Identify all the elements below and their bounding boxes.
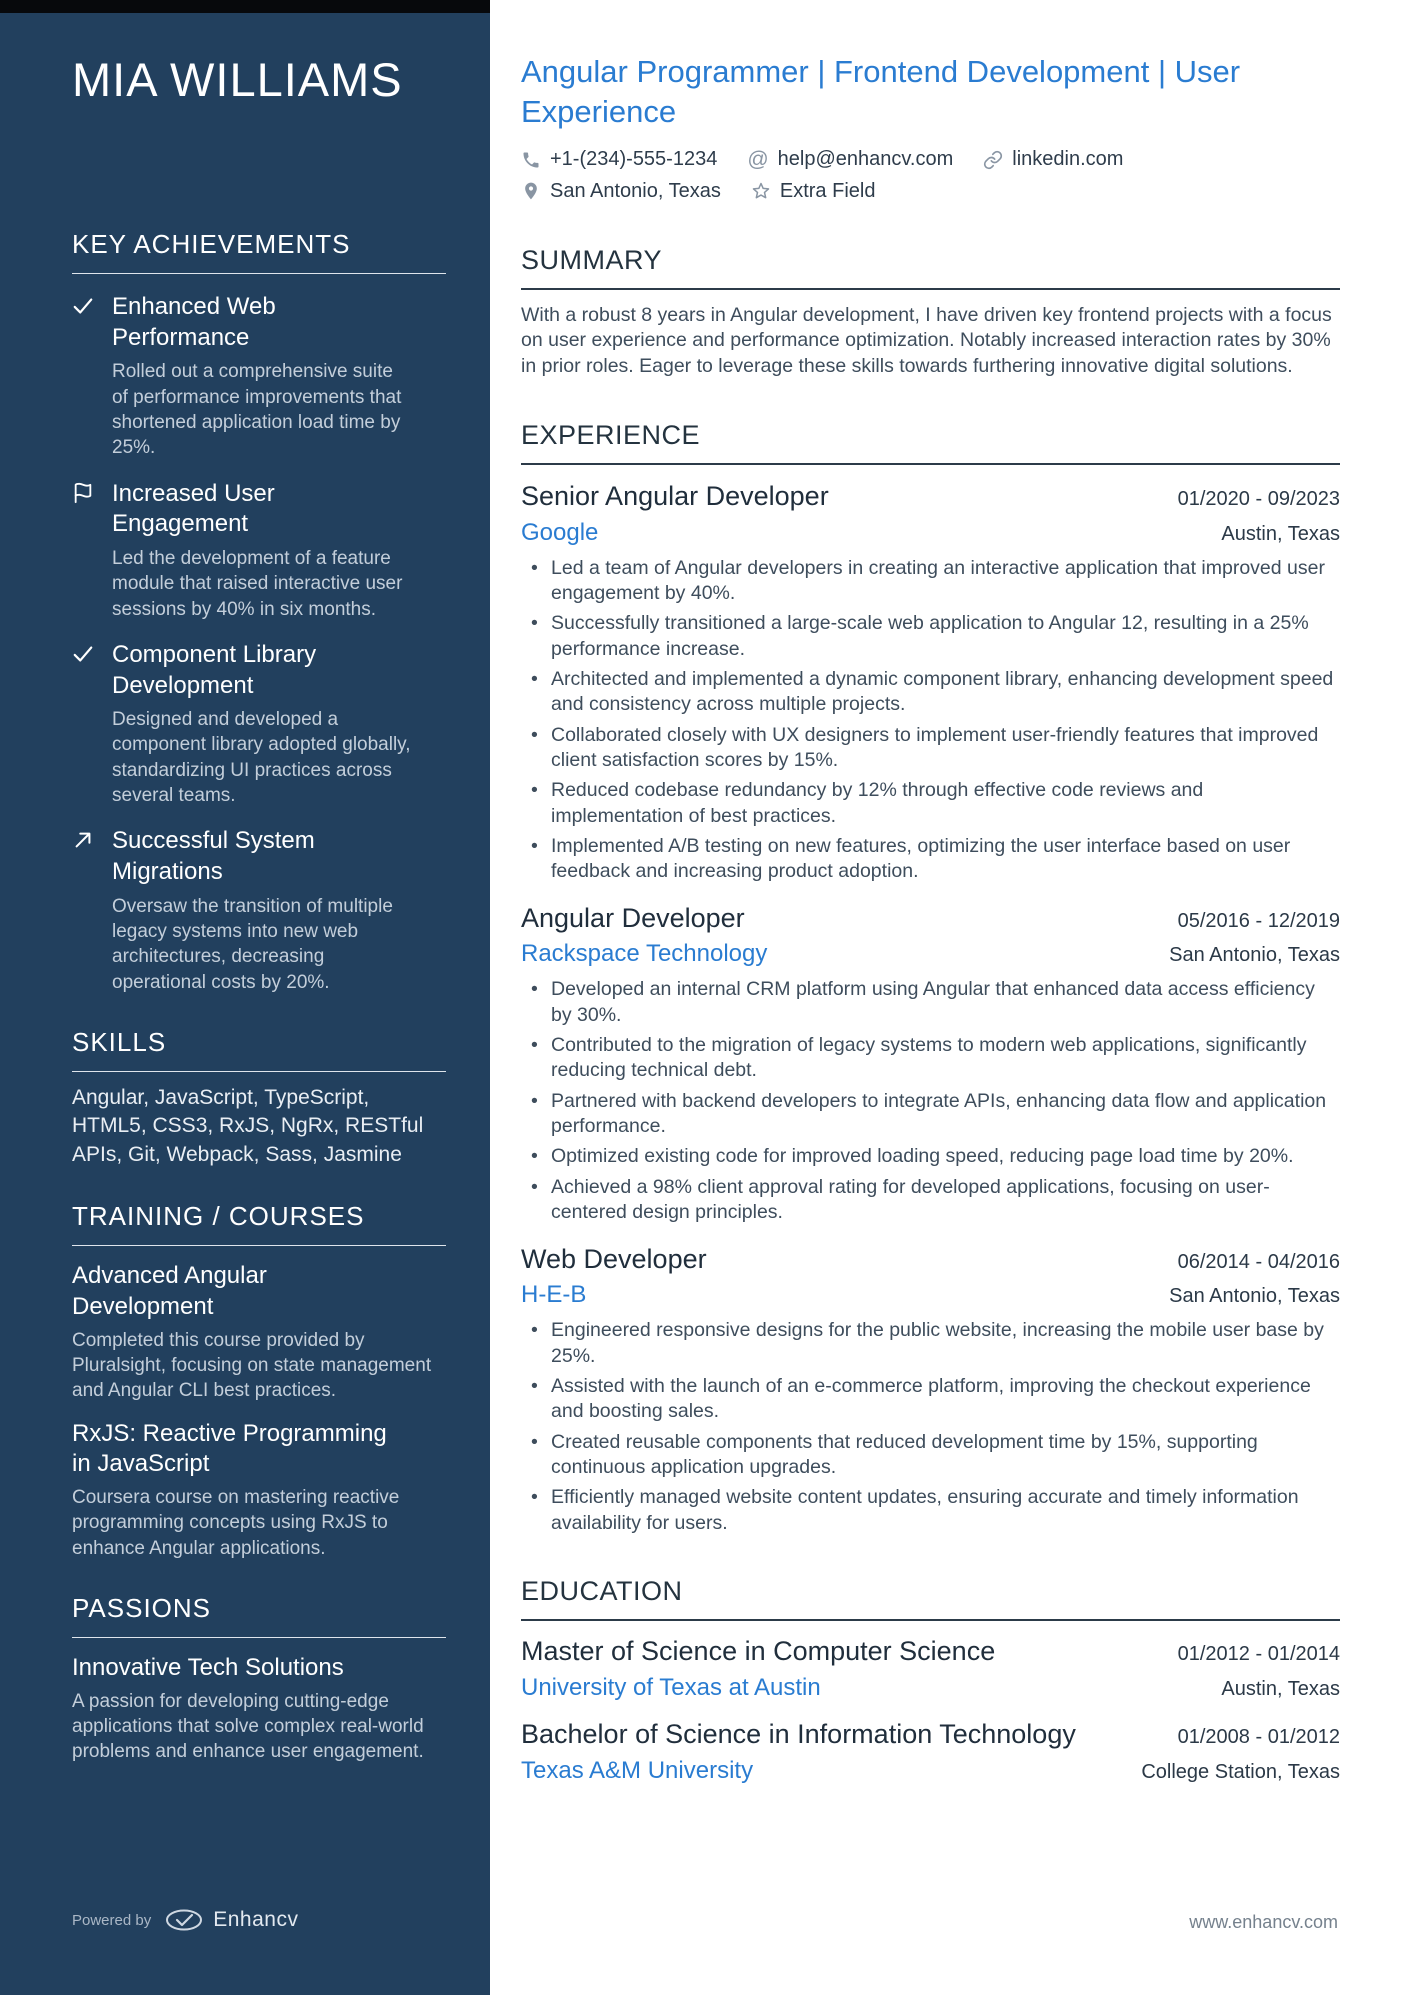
bullet-item: • Assisted with the launch of an e-commerce platform, improving the checkout experience and boosting sales. — [521, 1374, 1340, 1425]
achievement-item — [72, 640, 446, 809]
course-text: Coursera course on mastering reactive programming concepts using RxJS to enhance Angular applications. — [72, 1487, 400, 1559]
phone-icon — [521, 150, 541, 170]
candidate-name: MIA WILLIAMS — [72, 53, 403, 106]
job-dates: 01/2020 - 09/2023 — [1177, 487, 1340, 510]
phone-contact — [521, 148, 717, 171]
job-dates: 05/2016 - 12/2019 — [1177, 909, 1340, 932]
sidebar-top-strip — [0, 0, 490, 13]
passions-heading: PASSIONS — [72, 1593, 446, 1638]
passions-section — [72, 1593, 446, 1765]
powered-by — [72, 1908, 298, 1932]
achievement-item — [72, 826, 446, 995]
contact-row — [521, 148, 1340, 172]
course-text: Completed this course provided by Pluralsight, focusing on state management and Angular CLI best practices. — [72, 1329, 432, 1402]
achievement-text: Rolled out a comprehensive suite of performance improvements that shortened application load time by 25%. — [112, 361, 402, 459]
passion-title: Innovative Tech Solutions — [72, 1653, 344, 1681]
sidebar — [0, 0, 490, 1995]
job-location: San Antonio, Texas — [1169, 944, 1340, 967]
bullet-item: • Contributed to the migration of legacy systems to modern web applications, significantly reducing technical debt. — [521, 1033, 1340, 1084]
bullet-item: • Architected and implemented a dynamic component library, enhancing development speed and consistency across multiple projects. — [521, 667, 1340, 718]
job-dates: 06/2014 - 04/2016 — [1177, 1250, 1340, 1273]
at-icon: @ — [747, 147, 769, 171]
resume-headline: Angular Programmer | Frontend Development | User Experience — [521, 54, 1241, 130]
arrow-up-right-icon — [72, 826, 98, 995]
check-icon — [72, 292, 98, 461]
link-text: linkedin.com — [1012, 148, 1124, 171]
key-achievements-section — [72, 229, 446, 995]
job-bullets — [521, 556, 1340, 885]
email-contact[interactable] — [747, 148, 953, 172]
achievement-text: Led the development of a feature module that raised interactive user sessions by 40% in six months. — [112, 547, 403, 620]
education-entry — [521, 1718, 1340, 1786]
location-text: San Antonio, Texas — [550, 179, 721, 202]
experience-section — [521, 420, 1340, 1536]
bullet-item: • Partnered with backend developers to integrate APIs, enhancing data flow and application performance. — [521, 1089, 1340, 1140]
company-name: H-E-B — [521, 1281, 587, 1309]
course-item — [72, 1261, 446, 1403]
bullet-item: • Created reusable components that reduced development time by 15%, supporting continuous application upgrades. — [521, 1430, 1340, 1481]
bullet-item: • Implemented A/B testing on new features, optimizing the user interface based on user feedback and increasing product adoption. — [521, 834, 1340, 885]
job-bullets — [521, 1318, 1340, 1536]
school-name: University of Texas at Austin — [521, 1673, 821, 1701]
passion-text: A passion for developing cutting-edge applications that solve complex real-world problems and enhance user engagement. — [72, 1690, 424, 1763]
extra-field-contact — [751, 180, 876, 203]
location-pin-icon — [521, 181, 541, 201]
bullet-item: • Reduced codebase redundancy by 12% through effective code reviews and implementation of best practices. — [521, 778, 1340, 829]
course-title: RxJS: Reactive Programming in JavaScript — [72, 1419, 387, 1478]
phone-number: +1-(234)-555-1234 — [550, 148, 718, 171]
bullet-item: • Efficiently managed website content updates, ensuring accurate and timely information availability for users. — [521, 1485, 1340, 1536]
school-location: College Station, Texas — [1141, 1760, 1340, 1783]
training-section — [72, 1201, 446, 1560]
passion-item — [72, 1653, 446, 1765]
bullet-item: • Engineered responsive designs for the public website, increasing the mobile user base by 25%. — [521, 1318, 1340, 1369]
achievement-item — [72, 479, 446, 622]
skills-heading: SKILLS — [72, 1027, 446, 1072]
main-content — [490, 0, 1410, 1995]
job-title: Senior Angular Developer — [521, 480, 829, 511]
school-location: Austin, Texas — [1221, 1677, 1340, 1700]
job-entry — [521, 480, 1340, 885]
contact-row — [521, 180, 1340, 203]
education-dates: 01/2008 - 01/2012 — [1177, 1725, 1340, 1748]
achievement-text: Designed and developed a component library adopted globally, standardizing UI practices across several teams. — [112, 709, 411, 807]
extra-field-text: Extra Field — [779, 179, 876, 202]
star-icon — [751, 181, 771, 201]
job-location: Austin, Texas — [1221, 522, 1340, 545]
job-bullets — [521, 977, 1340, 1225]
achievement-title: Enhanced Web Performance — [112, 293, 276, 351]
summary-section — [521, 245, 1340, 380]
education-entry — [521, 1635, 1340, 1703]
bullet-item: • Collaborated closely with UX designers to implement user-friendly features that improved client satisfaction scores by 15%. — [521, 723, 1340, 774]
achievement-title: Successful System Migrations — [112, 827, 315, 885]
link-icon — [983, 150, 1003, 170]
bullet-item: • Successfully transitioned a large-scale web application to Angular 12, resulting in a 25% performance increase. — [521, 611, 1340, 662]
company-name: Google — [521, 518, 599, 546]
company-name: Rackspace Technology — [521, 940, 768, 968]
achievement-title: Increased User Engagement — [112, 479, 275, 538]
degree-title: Bachelor of Science in Information Technology — [521, 1718, 1076, 1749]
education-heading: EDUCATION — [521, 1576, 1340, 1621]
training-heading: TRAINING / COURSES — [72, 1201, 446, 1246]
job-title: Angular Developer — [521, 902, 745, 933]
check-icon — [72, 640, 98, 809]
enhancv-brand-name: Enhancv — [213, 1908, 299, 1931]
enhancv-logo-icon — [164, 1908, 204, 1932]
flag-icon — [72, 479, 98, 622]
skills-section — [72, 1027, 446, 1170]
school-name: Texas A&M University — [521, 1756, 754, 1784]
bullet-item: • Led a team of Angular developers in creating an interactive application that improved user engagement by 40%. — [521, 556, 1340, 607]
bullet-item: • Optimized existing code for improved loading speed, reducing page load time by 20%. — [521, 1144, 1340, 1169]
bullet-item: • Developed an internal CRM platform using Angular that enhanced data access efficiency by 30%. — [521, 977, 1340, 1028]
job-location: San Antonio, Texas — [1169, 1285, 1340, 1308]
enhancv-logo[interactable] — [164, 1908, 298, 1932]
degree-title: Master of Science in Computer Science — [521, 1636, 996, 1667]
job-title: Web Developer — [521, 1243, 707, 1274]
course-title: Advanced Angular Development — [72, 1262, 267, 1321]
skills-list: Angular, JavaScript, TypeScript, HTML5, CSS3, RxJS, NgRx, RESTful APIs, Git, Webpack, Sass, Jasmine — [72, 1085, 424, 1166]
location-contact — [521, 180, 721, 203]
bullet-item: • Achieved a 98% client approval rating for developed applications, focusing on user-centered design principles. — [521, 1175, 1340, 1226]
achievements-heading: KEY ACHIEVEMENTS — [72, 229, 446, 274]
achievement-item — [72, 292, 446, 461]
achievement-title: Component Library Development — [112, 640, 317, 699]
summary-heading: SUMMARY — [521, 245, 1340, 290]
education-section — [521, 1576, 1340, 1786]
education-dates: 01/2012 - 01/2014 — [1177, 1643, 1340, 1666]
email-address: help@enhancv.com — [777, 148, 954, 171]
job-entry — [521, 1243, 1340, 1537]
achievement-text: Oversaw the transition of multiple legacy systems into new web architectures, decreasing operational costs by 20%. — [112, 895, 393, 993]
link-contact[interactable] — [983, 148, 1123, 171]
experience-heading: EXPERIENCE — [521, 420, 1340, 465]
website-url[interactable]: www.enhancv.com — [1189, 1912, 1338, 1932]
course-item — [72, 1419, 446, 1561]
summary-text: With a robust 8 years in Angular development, I have driven key frontend projects with a focus on user experience and performance optimization. Notably increased interaction rates by 30% in prior roles. Eager to leverage these skills towards furthering innovative digital solutions. — [521, 303, 1332, 378]
job-entry — [521, 902, 1340, 1226]
powered-by-label: Powered by — [72, 1911, 152, 1929]
